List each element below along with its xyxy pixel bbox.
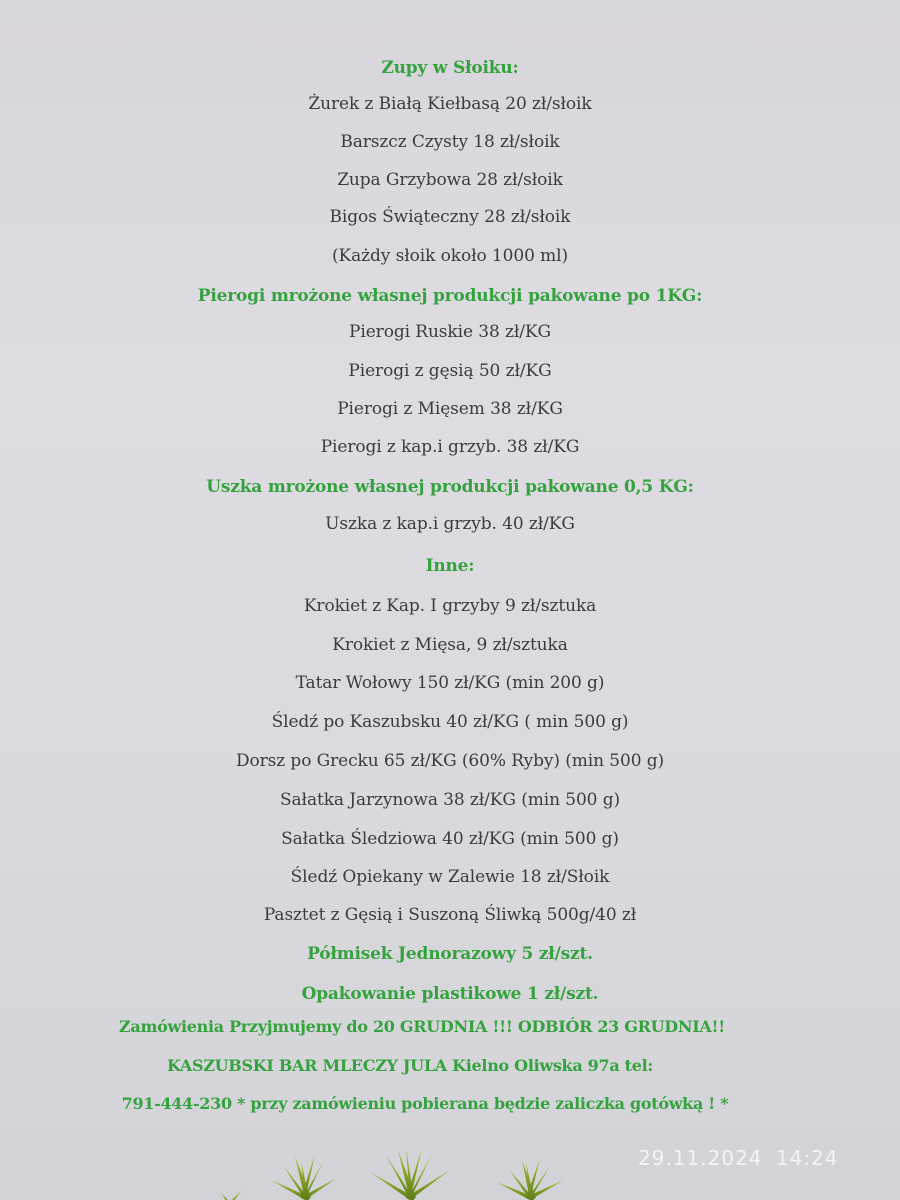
menu-item: Barszcz Czysty 18 zł/słoik <box>340 132 560 152</box>
menu-item: Pierogi z Mięsem 38 zł/KG <box>337 399 563 419</box>
menu-item: Uszka z kap.i grzyb. 40 zł/KG <box>325 514 575 534</box>
menu-item: Sałatka Jarzynowa 38 zł/KG (min 500 g) <box>279 790 621 810</box>
section-heading-soups: Zupy w Słoiku: <box>381 58 519 78</box>
menu-item: Śledź po Kaszubsku 40 zł/KG ( min 500 g) <box>271 712 629 732</box>
menu-item: Sałatka Śledziowa 40 zł/KG (min 500 g) <box>281 829 619 849</box>
menu-item: Pierogi z kap.i grzyb. 38 zł/KG <box>320 437 580 457</box>
menu-item: Zupa Grzybowa 28 zł/słoik <box>337 170 563 190</box>
business-address: KASZUBSKI BAR MLECZY JULA Kielno Oliwska 97a tel: <box>166 1056 654 1075</box>
menu-item: Bigos Świąteczny 28 zł/słoik <box>329 207 571 227</box>
menu-note: (Każdy słoik około 1000 ml) <box>331 246 568 266</box>
extra-packaging: Opakowanie plastikowe 1 zł/szt. <box>301 984 599 1004</box>
menu-item: Krokiet z Mięsa, 9 zł/sztuka <box>332 635 568 655</box>
menu-item: Pasztet z Gęsią i Suszoną Śliwką 500g/40 zł <box>263 905 637 925</box>
menu-item: Krokiet z Kap. I grzyby 9 zł/sztuka <box>303 596 597 616</box>
menu-item: Pierogi Ruskie 38 zł/KG <box>349 322 551 342</box>
extra-platter: Półmisek Jednorazowy 5 zł/szt. <box>307 944 593 964</box>
menu-item: Tatar Wołowy 150 zł/KG (min 200 g) <box>295 673 605 693</box>
section-heading-other: Inne: <box>425 556 475 576</box>
menu-item: Dorsz po Grecku 65 zł/KG (60% Ryby) (min 500 g) <box>235 751 665 771</box>
phone-and-deposit-notice: 791-444-230 * przy zamówieniu pobierana będzie zaliczka gotówką ! * <box>121 1094 729 1113</box>
photo-timestamp: 29.11.2024 14:24 <box>638 1146 839 1170</box>
menu-item: Żurek z Białą Kiełbasą 20 zł/słoik <box>308 94 592 114</box>
menu-item: Pierogi z gęsią 50 zł/KG <box>348 361 552 381</box>
order-deadline-notice: Zamówienia Przyjmujemy do 20 GRUDNIA !!! ODBIÓR 23 GRUDNIA!! <box>119 1017 725 1036</box>
section-heading-pierogi: Pierogi mrożone własnej produkcji pakowane po 1KG: <box>197 286 703 306</box>
section-heading-uszka: Uszka mrożone własnej produkcji pakowane 0,5 KG: <box>206 477 694 497</box>
menu-item: Śledź Opiekany w Zalewie 18 zł/Słoik <box>290 867 610 887</box>
